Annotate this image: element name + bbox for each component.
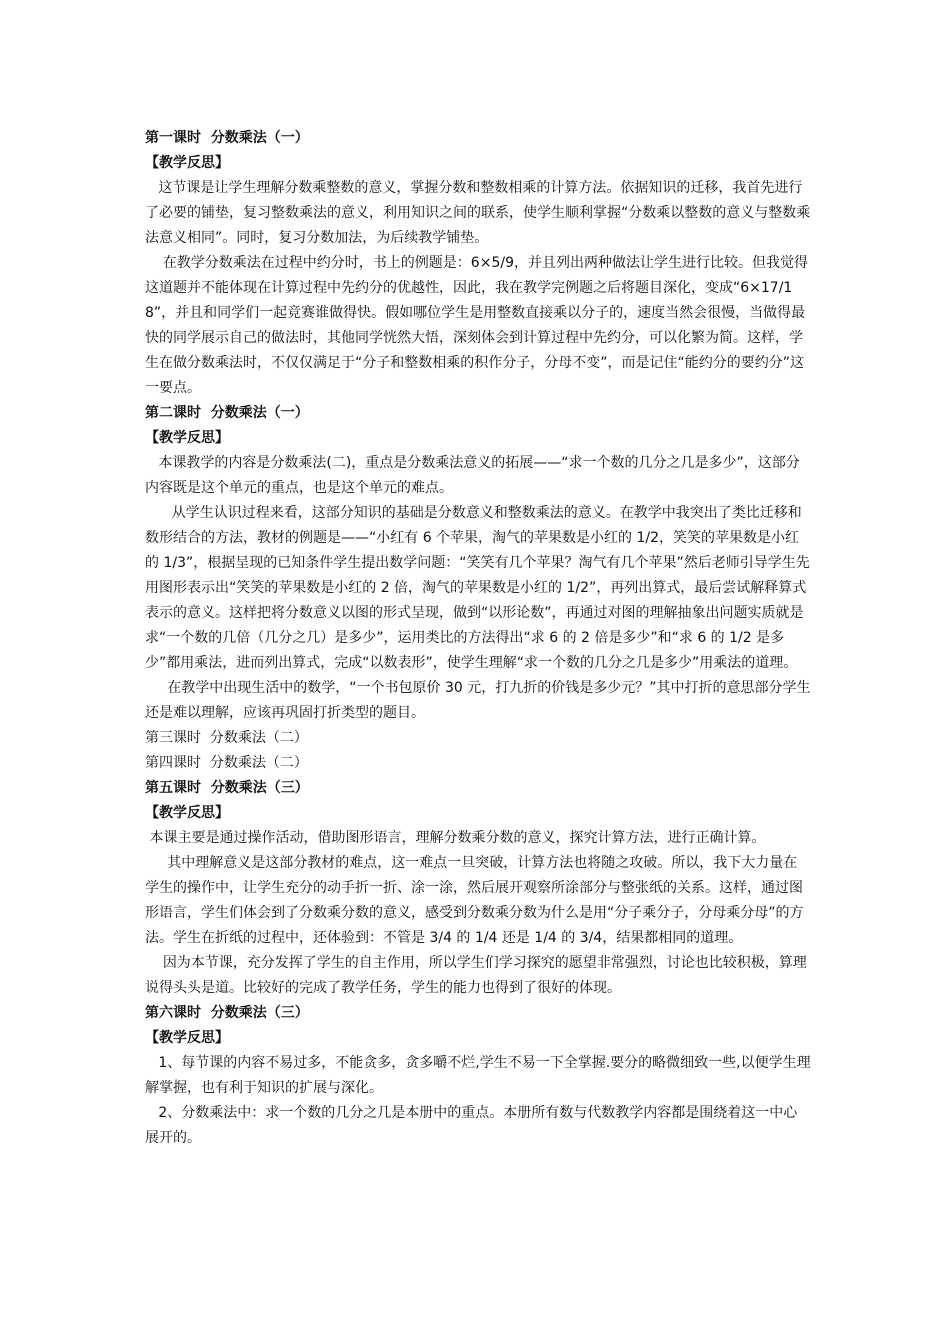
lesson-5-paragraph-2: 其中理解意义是这部分教材的难点，这一难点一旦突破，计算方法也将随之攻破。所以，我下大力量在学生的操作中，让学生充分的动手折一折、涂一涂，然后展开观察所涂部分与整张纸的关系。这样，通过图形语言，学生们体会到了分数乘分数的意义，感受到分数乘分数为什么是用“分子乘分子，分母乘分母”的方法。学生在折纸的过程中，还体验到：不管是 3/4 的 1/4 还是 1/4 的 3/4，结果都相同的道理。 [145,855,804,946]
lesson-4-title: 第四课时 分数乘法（二） [145,755,308,771]
lesson-2-paragraph-3: 在教学中出现生活中的数学，“一个书包原价 30 元，打九折的价钱是多少元？”其中打折的意思部分学生还是难以理解，应该再巩固打折类型的题目。 [145,680,811,721]
lesson-2-paragraph-2: 从学生认识过程来看，这部分知识的基础是分数意义和整数乘法的意义。在教学中我突出了类比迁移和数形结合的方法，教材的例题是——“小红有 6 个苹果，淘气的苹果数是小红的 1/2，笑笑的苹果数是小红的 1/3”，根据呈现的已知条件学生提出数学问题：“笑笑有几个苹果？淘气有几个苹果”然后老师引导学生先用图形表示出“笑笑的苹果数是小红的 2 倍，淘气的苹果数是小红的 1/2”，再列出算式，最后尝试解释算式表示的意义。这样把将分数意义以图的形式呈现，做到“以形论数”，再通过对图的理解抽象出问题实质就是求“一个数的几倍（几分之几）是多少”，运用类比的方法得出“求 6 的 2 倍是多少”和“求 6 的 1/2 是多少”都用乘法，进而列出算式，完成“以数表形”，使学生理解“求一个数的几分之几是多少”用乘法的道理。 [145,505,810,671]
lesson-5-title: 第五课时 分数乘法（三） [145,780,309,796]
lesson-5-reflection-label: 【教学反思】 [145,805,229,821]
lesson-5-paragraph-3: 因为本节课，充分发挥了学生的自主作用，所以学生们学习探究的愿望非常强烈，讨论也比较积极，算理说得头头是道。比较好的完成了教学任务，学生的能力也得到了很好的体现。 [145,955,807,996]
lesson-1-paragraph-1: 这节课是让学生理解分数乘整数的意义，掌握分数和整数相乘的计算方法。依据知识的迁移，我首先进行了必要的铺垫，复习整数乘法的意义，利用知识之间的联系，使学生顺利掌握“分数乘以整数的意义与整数乘法意义相同”。同时，复习分数加法，为后续教学铺垫。 [145,180,811,246]
lesson-1-title: 第一课时 分数乘法（一） [145,130,309,146]
lesson-2-reflection-label: 【教学反思】 [145,430,229,446]
document-body [145,126,811,1151]
lesson-1-paragraph-2: 在教学分数乘法在过程中约分时，书上的例题是：6×5/9，并且列出两种做法让学生进行比较。但我觉得这道题并不能体现在计算过程中先约分的优越性，因此，我在教学完例题之后将题目深化，变成“6×17/18”，并且和同学们一起竞赛谁做得快。假如哪位学生是用整数直接乘以分子的，速度当然会很慢，当做得最快的同学展示自己的做法时，其他同学恍然大悟，深刻体会到计算过程中先约分，可以化繁为简。这样，学生在做分数乘法时，不仅仅满足于“分子和整数相乘的积作分子，分母不变”，而是记住“能约分的要约分”这一要点。 [145,255,808,396]
lesson-6-paragraph-1: 1、每节课的内容不易过多，不能贪多，贪多嚼不烂,学生不易一下全掌握.要分的略微细致一些,以便学生理解掌握，也有利于知识的扩展与深化。 [145,1055,811,1096]
lesson-5-paragraph-1: 本课主要是通过操作活动，借助图形语言，理解分数乘分数的意义，探究计算方法，进行正确计算。 [145,830,766,846]
lesson-3-title: 第三课时 分数乘法（二） [145,730,308,746]
lesson-2-title: 第二课时 分数乘法（一） [145,405,309,421]
lesson-6-reflection-label: 【教学反思】 [145,1030,229,1046]
lesson-6-paragraph-2: 2、分数乘法中：求一个数的几分之几是本册中的重点。本册所有数与代数教学内容都是围绕着这一中心展开的。 [145,1105,798,1146]
lesson-1-reflection-label: 【教学反思】 [145,155,229,171]
lesson-6-title: 第六课时 分数乘法（三） [145,1005,309,1021]
lesson-2-paragraph-1: 本课教学的内容是分数乘法(二)，重点是分数乘法意义的拓展——“求一个数的几分之几是多少”，这部分内容既是这个单元的重点，也是这个单元的难点。 [145,455,800,496]
